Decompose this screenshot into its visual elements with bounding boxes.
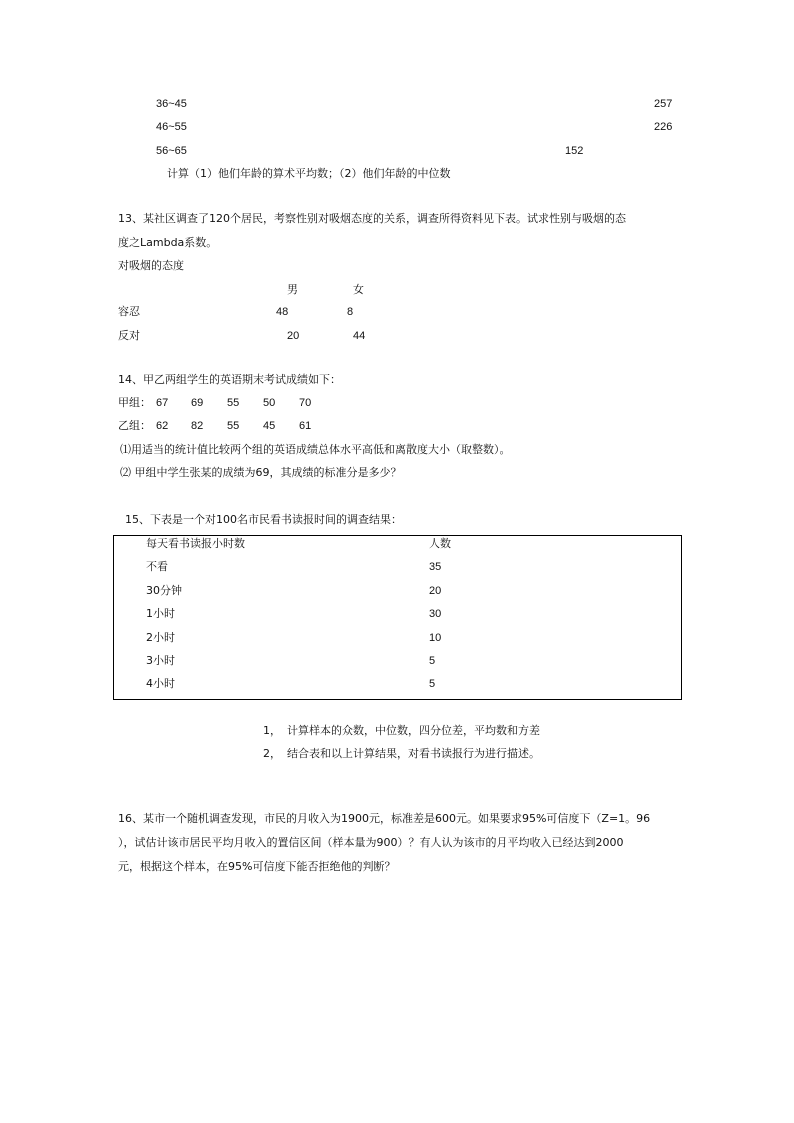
age-count-3: 152 [565,145,584,157]
q13-row-label-1: 容忍 [118,305,140,318]
q13-line1: 13、某社区调查了120个居民，考察性别对吸烟态度的关系，调查所得资料见下表。试求性别与吸烟的态 [118,212,626,225]
age-range-1: 36~45 [156,98,187,110]
q15-header-count: 人数 [429,537,451,550]
q14-group-b-label: 乙组： [118,419,151,432]
age-task: 计算（1）他们年龄的算术平均数；（2）他们年龄的中位数 [167,167,451,180]
age-count-1: 257 [654,98,673,110]
q14-b-score-1: 62 [156,420,169,432]
q16-line2: ），试估计该市居民平均月收入的置信区间（样本量为900）？有人认为该市的月平均收入已经达到2000 [118,836,624,849]
q15-row-time-3: 1小时 [146,607,175,620]
q13-cell-male-1: 48 [276,306,289,318]
q14-a-score-5: 70 [299,397,312,409]
q14-a-score-1: 67 [156,397,169,409]
q14-b-score-3: 55 [227,420,240,432]
q14-a-score-3: 55 [227,397,240,409]
q15-task-text-2: 结合表和以上计算结果，对看书读报行为进行描述。 [287,747,540,760]
q15-row-count-6: 5 [429,678,436,690]
q14-title: 14、甲乙两组学生的英语期末考试成绩如下： [118,373,341,386]
q16-line3: 元，根据这个样本，在95%可信度下能否拒绝他的判断？ [118,860,396,873]
q15-task-num-1: 1， [263,724,281,737]
q15-row-count-5: 5 [429,655,436,667]
q15-row-time-4: 2小时 [146,631,175,644]
q14-sub1: ⑴用适当的统计值比较两个组的英语成绩总体水平高低和离散度大小（取整数）。 [120,443,511,456]
q14-b-score-5: 61 [299,420,312,432]
q14-a-score-4: 50 [263,397,276,409]
q15-row-count-2: 20 [429,585,442,597]
age-count-2: 226 [654,121,673,133]
q14-b-score-2: 82 [191,420,204,432]
q13-col-female: 女 [353,283,364,296]
q13-row-header: 对吸烟的态度 [118,259,184,272]
q16-line1: 16、某市一个随机调查发现，市民的月收入为1900元，标准差是600元。如果要求95%可信度下（Z=1。96 [118,812,651,825]
q13-col-male: 男 [287,283,298,296]
q15-row-time-2: 30分钟 [146,584,182,597]
age-range-2: 46~55 [156,121,187,133]
q15-row-time-5: 3小时 [146,654,175,667]
q15-row-count-3: 30 [429,608,442,620]
q13-line2: 度之Lambda系数。 [118,236,218,249]
q15-row-time-6: 4小时 [146,677,175,690]
q15-row-count-4: 10 [429,632,442,644]
q14-sub2: ⑵ 甲组中学生张某的成绩为69，其成绩的标准分是多少？ [120,466,402,479]
q14-a-score-2: 69 [191,397,204,409]
q15-row-count-1: 35 [429,561,442,573]
q13-row-label-2: 反对 [118,329,140,342]
q15-task-num-2: 2， [263,747,281,760]
q13-cell-female-1: 8 [347,306,354,318]
q15-row-time-1: 不看 [146,560,168,573]
q14-b-score-4: 45 [263,420,276,432]
q13-cell-male-2: 20 [287,330,300,342]
q15-table-border [113,535,682,700]
q15-title: 15、下表是一个对100名市民看书读报时间的调查结果： [125,513,402,526]
q15-task-text-1: 计算样本的众数，中位数，四分位差，平均数和方差 [287,724,540,737]
age-range-3: 56~65 [156,145,187,157]
q15-header-time: 每天看书读报小时数 [146,537,245,550]
q13-cell-female-2: 44 [353,330,366,342]
q14-group-a-label: 甲组： [118,396,151,409]
